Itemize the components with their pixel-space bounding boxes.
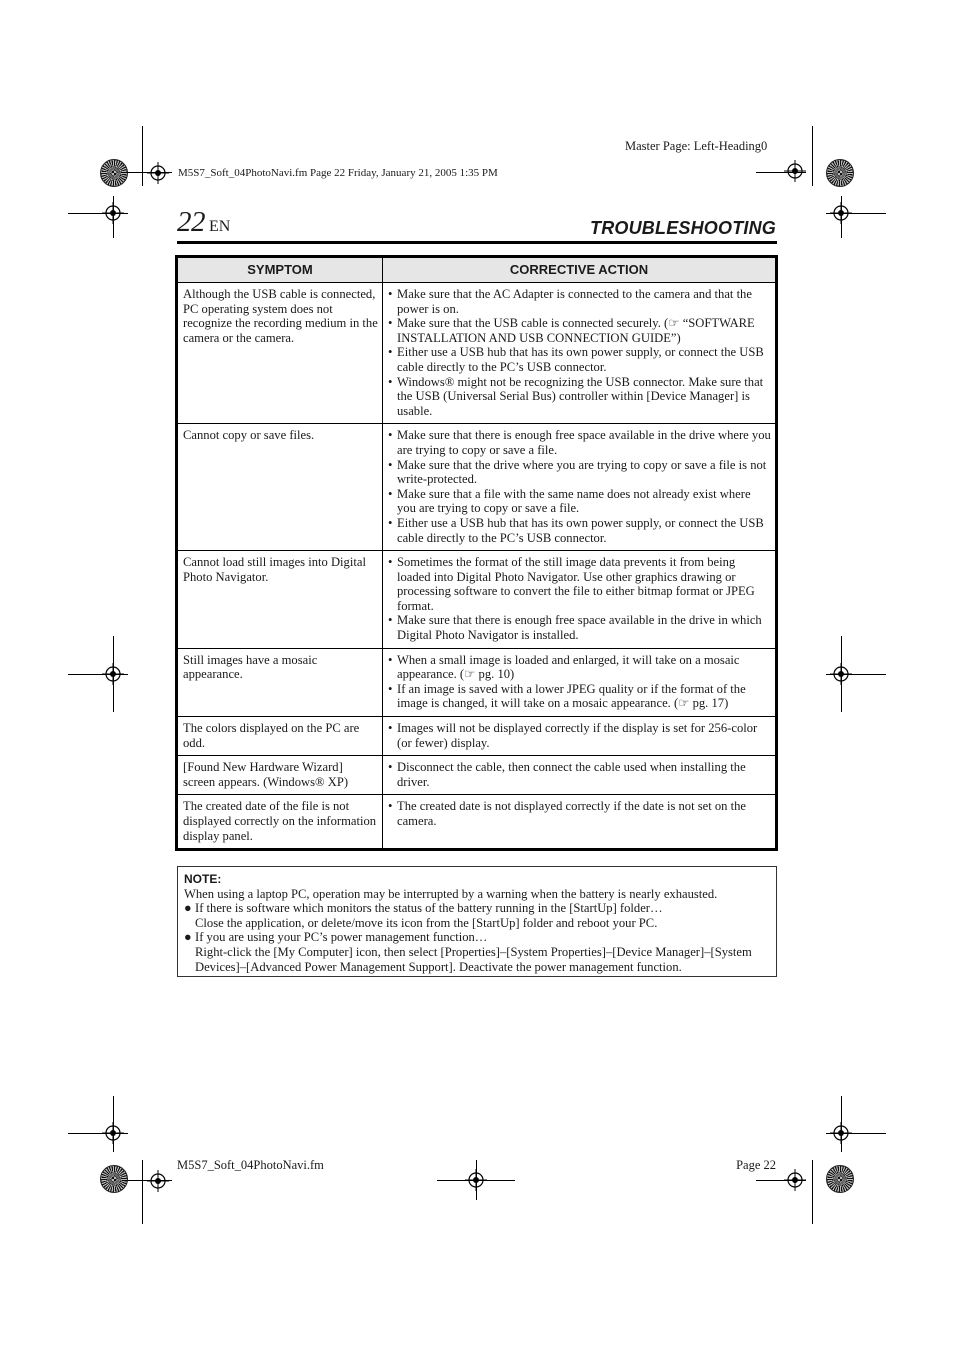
language-code: EN bbox=[209, 218, 231, 235]
action-item: • Make sure that there is enough free space available in the drive where you are trying to copy or save a file. bbox=[388, 428, 771, 457]
note-box bbox=[177, 866, 777, 977]
note-item-line: If you are using your PC’s power management function… bbox=[195, 930, 488, 945]
action-item: • Make sure that there is enough free space available in the drive in which Digital Photo Navigator is installed. bbox=[388, 613, 771, 642]
troubleshooting-table bbox=[175, 255, 778, 851]
action-item: • Sometimes the format of the still image data prevents it from being loaded into Digital Photo Navigator. Use other graphics drawing or processing software to convert the file to either bitmap format or JPEG format. bbox=[388, 555, 771, 613]
action-cell bbox=[383, 756, 777, 795]
registration-target-icon bbox=[102, 663, 124, 685]
color-rosette-icon bbox=[826, 159, 854, 187]
table-row bbox=[177, 648, 777, 716]
action-list bbox=[388, 287, 771, 418]
symptom-cell: Although the USB cable is connected, PC operating system does not recognize the recording medium in the camera or the camera. bbox=[177, 283, 383, 424]
bullet-icon: ● bbox=[184, 930, 192, 945]
table-header-row bbox=[177, 257, 777, 283]
registration-target-icon bbox=[830, 663, 852, 685]
registration-target-icon bbox=[465, 1169, 487, 1191]
symptom-cell: The created date of the file is not displayed correctly on the information display panel. bbox=[177, 795, 383, 850]
note-item bbox=[184, 901, 770, 930]
section-title: TROUBLESHOOTING bbox=[590, 218, 776, 238]
action-cell bbox=[383, 551, 777, 649]
symptom-cell: Still images have a mosaic appearance. bbox=[177, 648, 383, 716]
heading-rule bbox=[177, 241, 777, 244]
action-item: • The created date is not displayed correctly if the date is not set on the camera. bbox=[388, 799, 771, 828]
color-rosette-icon bbox=[100, 159, 128, 187]
action-cell bbox=[383, 424, 777, 551]
table-row bbox=[177, 717, 777, 756]
note-intro: When using a laptop PC, operation may be interrupted by a warning when the battery is nearly exhausted. bbox=[184, 886, 718, 901]
action-list bbox=[388, 653, 771, 711]
registration-target-icon bbox=[147, 162, 169, 184]
action-item: • If an image is saved with a lower JPEG quality or if the format of the image is changed, it will take on a mosaic appearance. (☞ pg. 17) bbox=[388, 682, 771, 711]
file-slug: M5S7_Soft_04PhotoNavi.fm Page 22 Friday, January 21, 2005 1:35 PM bbox=[178, 167, 498, 179]
action-list bbox=[388, 555, 771, 643]
action-list bbox=[388, 799, 771, 828]
action-list bbox=[388, 760, 771, 789]
action-item: • Images will not be displayed correctly if the display is set for 256-color (or fewer) display. bbox=[388, 721, 771, 750]
table-row bbox=[177, 424, 777, 551]
registration-target-icon bbox=[102, 1122, 124, 1144]
note-item bbox=[184, 930, 770, 974]
action-header: CORRECTIVE ACTION bbox=[383, 257, 777, 283]
action-item: • Either use a USB hub that has its own power supply, or connect the USB cable directly to the PC’s USB connector. bbox=[388, 345, 771, 374]
action-cell bbox=[383, 717, 777, 756]
action-cell bbox=[383, 795, 777, 850]
note-label: NOTE: bbox=[184, 872, 222, 886]
table-row bbox=[177, 551, 777, 649]
action-item: • Disconnect the cable, then connect the cable used when installing the driver. bbox=[388, 760, 771, 789]
action-item: • Make sure that a file with the same name does not already exist where you are trying to copy or save a file. bbox=[388, 487, 771, 516]
note-item-line: Close the application, or delete/move its icon from the [StartUp] folder and reboot your PC. bbox=[195, 915, 658, 930]
color-rosette-icon bbox=[100, 1165, 128, 1193]
table-row bbox=[177, 756, 777, 795]
color-rosette-icon bbox=[826, 1165, 854, 1193]
symptom-cell: Cannot copy or save files. bbox=[177, 424, 383, 551]
action-item: • Make sure that the USB cable is connected securely. (☞ “SOFTWARE INSTALLATION AND USB CONNECTION GUIDE”) bbox=[388, 316, 771, 345]
registration-target-icon bbox=[102, 202, 124, 224]
action-item: • Make sure that the AC Adapter is connected to the camera and that the power is on. bbox=[388, 287, 771, 316]
symptom-cell: [Found New Hardware Wizard] screen appears. (Windows® XP) bbox=[177, 756, 383, 795]
note-item-line: Right-click the [My Computer] icon, then select [Properties]–[System Properties]–[Device Manager]–[System Devices]–[Advanced Power Management Support]. Deactivate the power management function. bbox=[195, 944, 752, 974]
page-number: 22 bbox=[177, 206, 205, 238]
master-page-label: Master Page: Left-Heading0 bbox=[625, 139, 768, 153]
registration-target-icon bbox=[784, 1169, 806, 1191]
note-item-line: If there is software which monitors the status of the battery running in the [StartUp] folder… bbox=[195, 901, 663, 916]
symptom-cell: Cannot load still images into Digital Photo Navigator. bbox=[177, 551, 383, 649]
bullet-icon: ● bbox=[184, 901, 192, 916]
page-heading bbox=[177, 206, 230, 239]
action-cell bbox=[383, 648, 777, 716]
action-item: • Windows® might not be recognizing the USB connector. Make sure that the USB (Universal Serial Bus) controller within [Device Manager] is usable. bbox=[388, 375, 771, 419]
table-body bbox=[177, 283, 777, 850]
symptom-header: SYMPTOM bbox=[177, 257, 383, 283]
registration-target-icon bbox=[830, 202, 852, 224]
footer-file-name: M5S7_Soft_04PhotoNavi.fm bbox=[177, 1158, 324, 1172]
registration-target-icon bbox=[784, 160, 806, 182]
registration-target-icon bbox=[147, 1170, 169, 1192]
action-list bbox=[388, 721, 771, 750]
symptom-cell: The colors displayed on the PC are odd. bbox=[177, 717, 383, 756]
table-row bbox=[177, 795, 777, 850]
registration-target-icon bbox=[830, 1122, 852, 1144]
action-item: • Either use a USB hub that has its own power supply, or connect the USB cable directly to the PC’s USB connector. bbox=[388, 516, 771, 545]
action-list bbox=[388, 428, 771, 545]
action-item: • When a small image is loaded and enlarged, it will take on a mosaic appearance. (☞ pg. 10) bbox=[388, 653, 771, 682]
table-row bbox=[177, 283, 777, 424]
action-item: • Make sure that the drive where you are trying to copy or save a file is not write-protected. bbox=[388, 458, 771, 487]
action-cell bbox=[383, 283, 777, 424]
footer-page-label: Page 22 bbox=[736, 1158, 776, 1172]
